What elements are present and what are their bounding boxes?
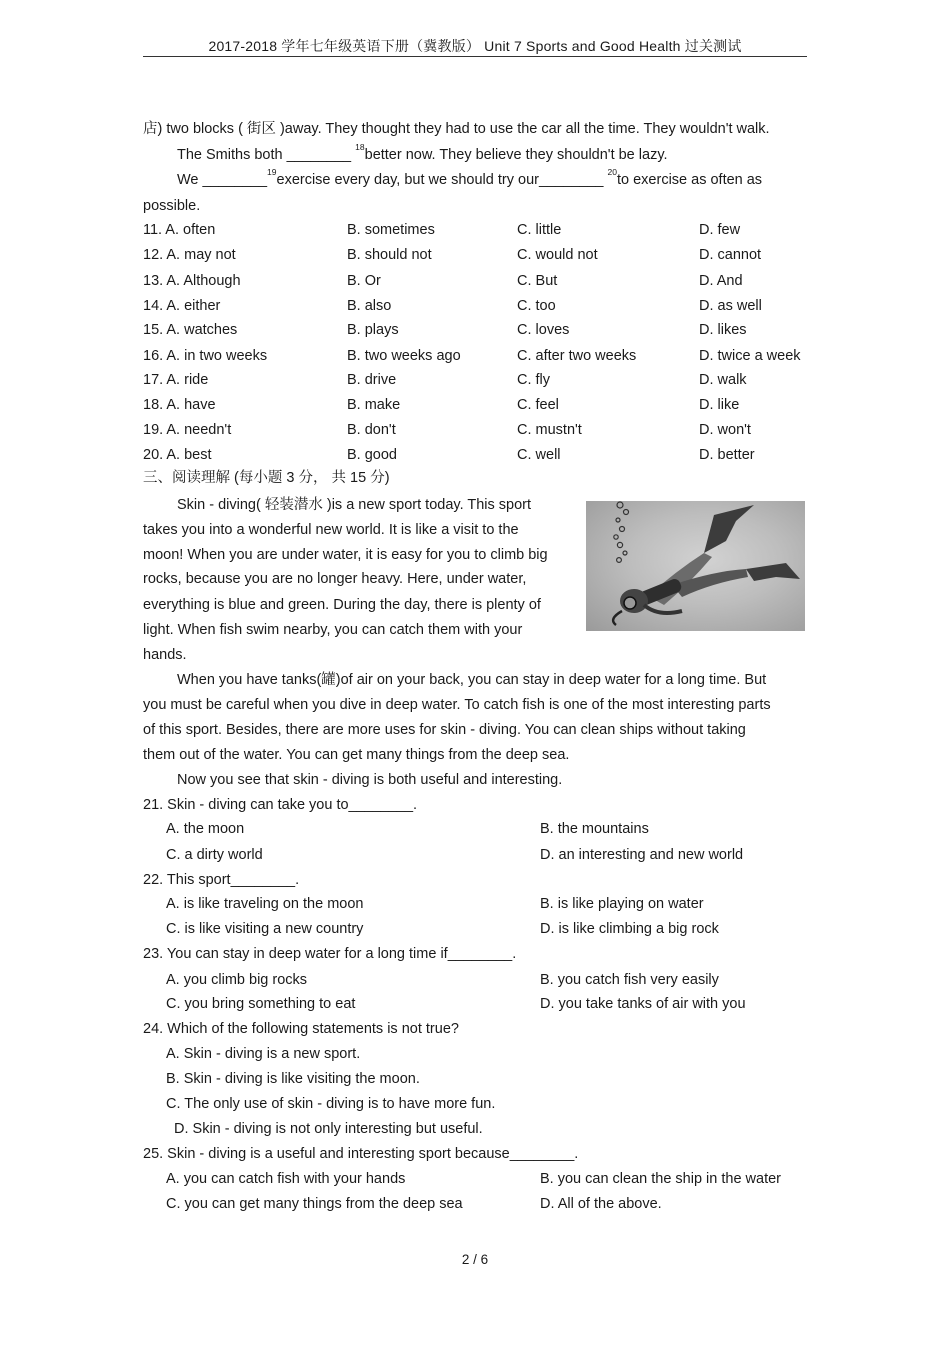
question-stem: 24. Which of the following statements is not true? <box>143 1021 459 1037</box>
option-b: B. should not <box>347 247 432 263</box>
option-d: D. cannot <box>699 247 762 263</box>
option-a: 11. A. often <box>143 222 216 238</box>
option-a: 19. A. needn't <box>143 422 232 438</box>
option-d: D. likes <box>699 322 747 338</box>
choice-d: D. Skin - diving is not only interesting but useful. <box>174 1121 483 1137</box>
choice-b: B. you catch fish very easily <box>540 972 719 988</box>
cloze-line-3 <box>177 167 763 189</box>
choice-d: D. an interesting and new world <box>540 847 744 863</box>
passage-line: everything is blue and green. During the day, there is plenty of <box>143 597 541 613</box>
passage-line: When you have tanks(罐)of air on your back, you can stay in deep water for a long time. But <box>177 672 767 688</box>
page-header <box>143 36 807 57</box>
option-c: C. mustn't <box>517 422 582 438</box>
blank-number-20: 20 <box>607 167 617 177</box>
option-a: 16. A. in two weeks <box>143 348 268 364</box>
choice-b: B. Skin - diving is like visiting the moon. <box>166 1071 420 1087</box>
choice-a: A. the moon <box>166 821 245 837</box>
passage-line: Skin - diving( 轻装潜水 )is a new sport today. This sport <box>177 497 532 513</box>
choice-b: B. you can clean the ship in the water <box>540 1171 782 1187</box>
choice-c: C. you can get many things from the deep sea <box>166 1196 463 1212</box>
choice-c: C. you bring something to eat <box>166 996 356 1012</box>
passage-line: hands. <box>143 647 187 663</box>
option-b: B. Or <box>347 273 381 289</box>
option-d: D. like <box>699 397 740 413</box>
cloze-line-3-text: We ________ <box>177 172 268 188</box>
option-b: B. don't <box>347 422 396 438</box>
choice-c: C. is like visiting a new country <box>166 921 364 937</box>
passage-line: rocks, because you are no longer heavy. Here, under water, <box>143 571 527 587</box>
option-d: D. walk <box>699 372 747 388</box>
cloze-line-2 <box>177 142 668 164</box>
option-c: C. But <box>517 273 558 289</box>
option-a: 20. A. best <box>143 447 212 463</box>
option-c: C. loves <box>517 322 570 338</box>
option-b: B. also <box>347 298 392 314</box>
choice-c: C. a dirty world <box>166 847 263 863</box>
option-b: B. drive <box>347 372 397 388</box>
cloze-line-2-text: The Smiths both ________ <box>177 147 356 163</box>
passage-line: of this sport. Besides, there are more uses for skin - diving. You can clean ships without taking <box>143 722 746 738</box>
section-title: 三、阅读理解 (每小题 3 分， 共 15 分) <box>143 470 390 486</box>
option-c: C. too <box>517 298 556 314</box>
cloze-line-3-text-end: to exercise as often as <box>616 172 763 188</box>
option-b: B. plays <box>347 322 399 338</box>
question-stem: 25. Skin - diving is a useful and interesting sport because________. <box>143 1146 579 1162</box>
option-d: D. won't <box>699 422 751 438</box>
cloze-line-1: 店) two blocks ( 街区 )away. They thought they had to use the car all the time. They wouldn't walk. <box>143 121 770 137</box>
passage-line: you must be careful when you dive in deep water. To catch fish is one of the most interesting parts <box>143 697 771 713</box>
choice-a: A. is like traveling on the moon <box>166 896 364 912</box>
option-d: D. twice a week <box>699 348 801 364</box>
passage-line: moon! When you are under water, it is easy for you to climb big <box>143 547 548 563</box>
choice-a: A. you climb big rocks <box>166 972 308 988</box>
passage-line: takes you into a wonderful new world. It is like a visit to the <box>143 522 519 538</box>
passage-line: them out of the water. You can get many things from the deep sea. <box>143 747 570 763</box>
choice-b: B. is like playing on water <box>540 896 704 912</box>
option-d: D. better <box>699 447 755 463</box>
option-d: D. few <box>699 222 741 238</box>
option-c: C. fly <box>517 372 551 388</box>
option-b: B. good <box>347 447 397 463</box>
skin-diver-illustration <box>586 501 805 631</box>
option-c: C. feel <box>517 397 559 413</box>
passage-paragraph-3: Now you see that skin - diving is both useful and interesting. <box>177 772 563 788</box>
option-c: C. well <box>517 447 561 463</box>
option-c: C. after two weeks <box>517 348 637 364</box>
choice-d: D. you take tanks of air with you <box>540 996 746 1012</box>
option-a: 15. A. watches <box>143 322 238 338</box>
page-number: 2 / 6 <box>461 1252 489 1267</box>
option-a: 18. A. have <box>143 397 216 413</box>
header-title: 2017-2018 学年七年级英语下册（冀教版） Unit 7 Sports and Good Health 过关测试 <box>208 38 742 54</box>
option-a: 17. A. ride <box>143 372 209 388</box>
choice-d: D. is like climbing a big rock <box>540 921 719 937</box>
option-a: 14. A. either <box>143 298 221 314</box>
blank-number-18: 18 <box>355 142 365 152</box>
option-b: B. two weeks ago <box>347 348 461 364</box>
question-stem: 23. You can stay in deep water for a long time if________. <box>143 946 517 962</box>
option-d: D. as well <box>699 298 762 314</box>
option-a: 12. A. may not <box>143 247 236 263</box>
option-c: C. little <box>517 222 562 238</box>
option-d: D. And <box>699 273 743 289</box>
choice-b: B. the mountains <box>540 821 649 837</box>
option-c: C. would not <box>517 247 598 263</box>
choice-a: A. you can catch fish with your hands <box>166 1171 406 1187</box>
diver-icon <box>586 501 805 631</box>
choice-a: A. Skin - diving is a new sport. <box>166 1046 361 1062</box>
option-b: B. make <box>347 397 401 413</box>
cloze-line-4: possible. <box>143 198 201 214</box>
choice-d: D. All of the above. <box>540 1196 662 1212</box>
passage-line: light. When fish swim nearby, you can catch them with your <box>143 622 523 638</box>
blank-number-19: 19 <box>267 167 277 177</box>
choice-c: C. The only use of skin - diving is to have more fun. <box>166 1096 496 1112</box>
option-a: 13. A. Although <box>143 273 241 289</box>
question-stem: 21. Skin - diving can take you to________. <box>143 797 418 813</box>
cloze-line-2-text-end: better now. They believe they shouldn't be lazy. <box>364 147 668 163</box>
option-b: B. sometimes <box>347 222 435 238</box>
question-stem: 22. This sport________. <box>143 872 300 888</box>
cloze-line-3-text-mid: exercise every day, but we should try our________ <box>276 172 608 188</box>
